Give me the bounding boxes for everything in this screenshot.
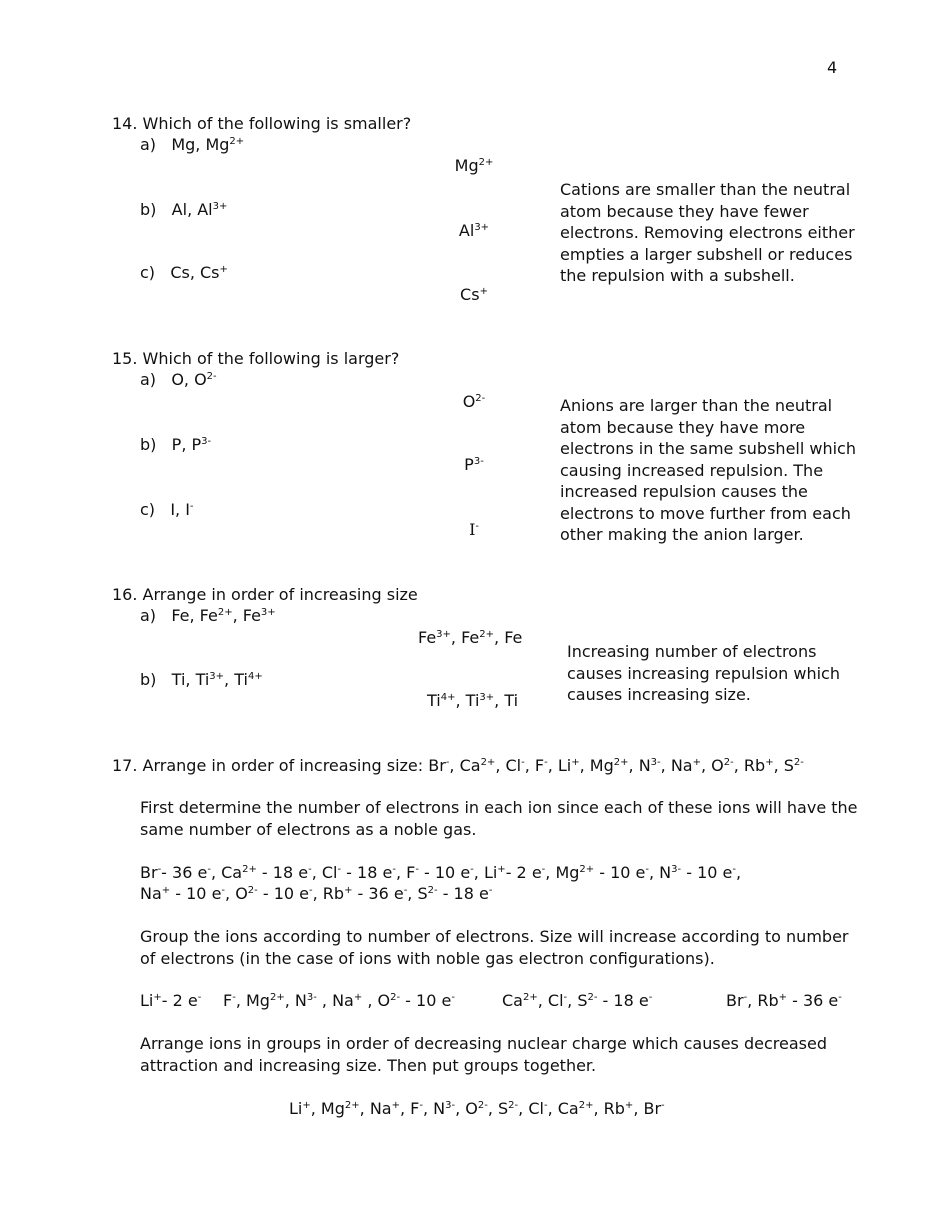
formula-text: , S — [773, 756, 794, 775]
formula-text: , O — [455, 1099, 478, 1118]
q14b-answer — [374, 221, 574, 241]
formula-superscript: - — [541, 864, 546, 875]
formula-superscript: - — [661, 1100, 665, 1111]
q15b-sup: 3- — [201, 436, 212, 447]
formula-superscript: - — [308, 864, 312, 875]
formula-text: , Ca — [210, 863, 243, 882]
q16b-answer — [427, 691, 518, 711]
q14c-answer — [374, 285, 574, 305]
formula-text: , Br — [633, 1099, 662, 1118]
q15c-option — [140, 500, 194, 520]
formula-text: , S — [407, 884, 428, 903]
q14b-option — [140, 200, 227, 220]
q14a-answer — [374, 156, 574, 176]
formula-superscript: + — [497, 864, 506, 875]
q15a-option — [140, 370, 217, 390]
q16b-s2: 4+ — [247, 671, 263, 682]
q16b-s1: 3+ — [209, 671, 225, 682]
formula-superscript: 2+ — [269, 992, 285, 1003]
formula-superscript: + — [302, 1100, 311, 1111]
formula-superscript: - — [337, 864, 342, 875]
q16-prompt: 16. Arrange in order of increasing size — [112, 585, 418, 604]
formula-superscript: - — [309, 885, 313, 896]
formula-text: - 10 e — [681, 863, 733, 882]
formula-superscript: - — [521, 757, 525, 768]
formula-text: - 2 e — [505, 863, 542, 882]
formula-text: , Cl — [311, 863, 338, 882]
q14a-label: a) — [140, 135, 157, 154]
formula-superscript: - — [197, 992, 202, 1003]
q16a-ans-p2: , Fe — [450, 628, 480, 647]
formula-text: Li — [289, 1099, 303, 1118]
q15c-answer — [374, 520, 574, 540]
q15a-answer-sup: 2- — [475, 393, 486, 404]
q17-counts-line2 — [140, 884, 492, 904]
formula-superscript: + — [391, 1100, 400, 1111]
q16-explanation: Increasing number of electrons causes increasing repulsion which causes increasing size. — [567, 642, 840, 704]
formula-superscript: - — [419, 1100, 423, 1111]
q14c-answer-sup: + — [479, 286, 488, 297]
formula-superscript: - — [157, 864, 162, 875]
formula-text: , F — [399, 1099, 420, 1118]
q17-group-10e — [223, 991, 455, 1011]
formula-text: , N — [284, 991, 307, 1010]
formula-superscript: 3- — [650, 757, 661, 768]
formula-superscript: 2- — [247, 885, 258, 896]
formula-text: , Rb — [312, 884, 345, 903]
q15a-text: O, O — [171, 370, 207, 389]
q15b-option — [140, 435, 211, 455]
formula-text: , Ca — [449, 756, 481, 775]
formula-text: - 10 e — [594, 863, 646, 882]
formula-superscript: + — [778, 992, 788, 1003]
q15a-answer-text: O — [462, 392, 476, 411]
formula-superscript: - — [445, 757, 450, 768]
formula-superscript: - — [415, 864, 419, 875]
q17-group-18e — [502, 991, 652, 1011]
q16a-p2: , Fe — [232, 606, 261, 625]
q14a-sup: 2+ — [229, 136, 245, 147]
formula-text: , Mg — [235, 991, 270, 1010]
q16b-ans-p2: , Ti — [455, 691, 480, 710]
q15c-answer-sup: - — [475, 521, 479, 532]
formula-superscript: - — [451, 992, 455, 1003]
formula-text: , F — [395, 863, 416, 882]
formula-text: - 36 e — [161, 863, 208, 882]
formula-superscript: + — [153, 992, 162, 1003]
formula-superscript: - — [838, 992, 842, 1003]
q16a-answer — [418, 628, 522, 648]
formula-text: Li — [140, 991, 154, 1010]
formula-text: - 18 e — [341, 863, 393, 882]
formula-superscript: - — [221, 885, 226, 896]
q14-prompt: 14. Which of the following is smaller? — [112, 114, 412, 133]
formula-text: , Cl — [518, 1099, 544, 1118]
q16b-p1: Ti, Ti — [171, 670, 210, 689]
formula-text: , — [735, 863, 742, 882]
q14a-answer-text: Mg — [454, 156, 479, 175]
formula-superscript: + — [353, 992, 363, 1003]
formula-superscript: 2- — [587, 992, 598, 1003]
formula-superscript: - — [743, 992, 748, 1003]
formula-text: Br — [726, 991, 744, 1010]
formula-superscript: 2- — [508, 1100, 519, 1111]
q15a-answer — [374, 392, 574, 412]
formula-text: - 36 e — [352, 884, 404, 903]
formula-text: , N — [628, 756, 651, 775]
formula-superscript: 2+ — [613, 757, 629, 768]
q15a-sup: 2- — [206, 371, 217, 382]
formula-text: - 18 e — [256, 863, 309, 882]
q16a-ans-s2: 2+ — [479, 629, 495, 640]
q15-explanation: Anions are larger than the neutral atom because they have more electrons in the same subshell which causing increased repulsion. The increased repulsion causes the electrons to move further from each other making the anion larger. — [560, 396, 856, 544]
formula-superscript: 2- — [723, 757, 734, 768]
formula-text: , Rb — [733, 756, 766, 775]
formula-superscript: + — [161, 885, 171, 896]
formula-superscript: 3- — [671, 864, 682, 875]
q16b-ans-s2: 3+ — [479, 692, 495, 703]
q14c-text: Cs, Cs — [170, 263, 220, 282]
q15b-answer — [374, 455, 574, 475]
q17-counts-line1 — [140, 863, 741, 883]
formula-text: , N — [649, 863, 672, 882]
formula-text: , N — [422, 1099, 446, 1118]
formula-superscript: - — [488, 885, 493, 896]
q15b-answer-text: P — [464, 455, 474, 474]
formula-text: Na — [140, 884, 162, 903]
q16a-option — [140, 606, 276, 626]
formula-superscript: + — [344, 885, 353, 896]
q14b-answer-sup: 3+ — [474, 222, 490, 233]
q16b-ans-p1: Ti — [427, 691, 441, 710]
formula-text: , Rb — [593, 1099, 625, 1118]
q14a-option — [140, 135, 244, 155]
formula-text: Br — [428, 756, 446, 775]
formula-superscript: - — [544, 757, 548, 768]
q15c-sup: - — [189, 501, 194, 512]
q17-para1: First determine the number of electrons in each ion since each of these ions will have the same number of electrons as a noble gas. — [140, 798, 858, 839]
formula-text: , Mg — [545, 863, 580, 882]
formula-text: - 2 e — [161, 991, 198, 1010]
q16b-ans-p3: , Ti — [494, 691, 519, 710]
formula-text: , Li — [547, 756, 572, 775]
formula-superscript: 2- — [477, 1100, 488, 1111]
formula-superscript: - — [732, 864, 736, 875]
formula-text: - 18 e — [437, 884, 489, 903]
q14c-label: c) — [140, 263, 156, 282]
q16b-label: b) — [140, 670, 157, 689]
formula-text: - 10 e — [418, 863, 471, 882]
q14b-sup: 3+ — [212, 201, 228, 212]
q16a-s1: 2+ — [217, 607, 233, 618]
formula-superscript: 2- — [427, 885, 438, 896]
page-number: 4 — [827, 58, 838, 77]
formula-text: , S — [567, 991, 588, 1010]
formula-superscript: - — [207, 864, 211, 875]
formula-text: , Ca — [547, 1099, 579, 1118]
q17-ions — [428, 756, 804, 775]
q16a-label: a) — [140, 606, 157, 625]
q15b-answer-sup: 3- — [473, 456, 484, 467]
formula-text: , Na — [359, 1099, 392, 1118]
q17-para2: Group the ions according to number of electrons. Size will increase according to number of electrons (in the case of ions with noble gas electron configurations). — [140, 927, 849, 968]
formula-text: - 10 e — [257, 884, 309, 903]
q17-final-order — [289, 1099, 665, 1119]
formula-text: , Mg — [310, 1099, 345, 1118]
formula-superscript: - — [645, 864, 649, 875]
formula-text: , O — [700, 756, 724, 775]
formula-superscript: 2+ — [578, 1100, 594, 1111]
q14a-answer-sup: 2+ — [478, 157, 494, 168]
formula-superscript: - — [232, 992, 236, 1003]
q14b-text: Al, Al — [171, 200, 213, 219]
formula-text: , Rb — [747, 991, 779, 1010]
formula-superscript: 2- — [390, 992, 401, 1003]
q14b-label: b) — [140, 200, 157, 219]
formula-text: Ca — [502, 991, 523, 1010]
q14-explanation: Cations are smaller than the neutral atom because they have fewer electrons. Removing electrons either empties a larger subshell or reduces the repulsion with a subshell. — [560, 180, 855, 285]
q14c-option — [140, 263, 228, 283]
formula-superscript: 3- — [306, 992, 317, 1003]
q16a-s2: 3+ — [260, 607, 276, 618]
formula-text: , O — [362, 991, 391, 1010]
q17-para3: Arrange ions in groups in order of decreasing nuclear charge which causes decreased attraction and increasing size. Then put groups together. — [140, 1034, 827, 1075]
formula-superscript: 2+ — [344, 1100, 360, 1111]
formula-superscript: 2- — [793, 757, 804, 768]
formula-superscript: + — [624, 1100, 634, 1111]
q15c-text: I, I — [170, 500, 190, 519]
formula-superscript: - — [403, 885, 408, 896]
formula-text: Br — [140, 863, 158, 882]
formula-superscript: 2+ — [480, 757, 496, 768]
q17-group-36e — [726, 991, 842, 1011]
q14c-sup: + — [219, 264, 228, 275]
q14a-text: Mg, Mg — [171, 135, 230, 154]
formula-text: , Na — [660, 756, 693, 775]
q16b-p2: , Ti — [224, 670, 248, 689]
formula-superscript: + — [571, 757, 580, 768]
formula-text: F — [223, 991, 233, 1010]
formula-superscript: - — [563, 992, 568, 1003]
q17-prompt: 17. Arrange in order of increasing size: — [112, 756, 429, 775]
q16a-ans-s1: 3+ — [436, 629, 451, 640]
formula-superscript: + — [765, 757, 774, 768]
formula-superscript: 2+ — [522, 992, 538, 1003]
q15c-answer-text: I — [469, 520, 476, 539]
formula-text: - 36 e — [787, 991, 839, 1010]
q16b-ans-s1: 4+ — [440, 692, 456, 703]
q16a-ans-p3: , Fe — [494, 628, 523, 647]
q15-prompt: 15. Which of the following is larger? — [112, 349, 400, 368]
q15c-label: c) — [140, 500, 156, 519]
q17-prompt-line — [112, 756, 804, 776]
q16b-option — [140, 670, 263, 690]
formula-superscript: - — [648, 992, 653, 1003]
q14b-answer-text: Al — [458, 221, 475, 240]
formula-superscript: - — [543, 1100, 548, 1111]
formula-text: , Cl — [537, 991, 564, 1010]
q17-group-2e — [140, 991, 201, 1011]
q15b-label: b) — [140, 435, 157, 454]
formula-text: , Cl — [495, 756, 522, 775]
q16a-ans-p1: Fe — [418, 628, 437, 647]
formula-text: , F — [524, 756, 545, 775]
formula-text: - 10 e — [400, 991, 452, 1010]
formula-text: - 10 e — [170, 884, 222, 903]
formula-superscript: + — [692, 757, 701, 768]
formula-text: , Na — [316, 991, 354, 1010]
q15b-text: P, P — [171, 435, 202, 454]
q16a-p1: Fe, Fe — [171, 606, 218, 625]
formula-superscript: 2+ — [242, 864, 257, 875]
formula-text: , O — [225, 884, 248, 903]
q15a-label: a) — [140, 370, 157, 389]
formula-text: , Mg — [579, 756, 614, 775]
formula-superscript: 2+ — [579, 864, 595, 875]
formula-text: , Li — [473, 863, 498, 882]
formula-superscript: - — [470, 864, 474, 875]
formula-text: - 18 e — [597, 991, 649, 1010]
formula-text: , S — [487, 1099, 509, 1118]
formula-superscript: - — [392, 864, 396, 875]
formula-superscript: 3- — [445, 1100, 456, 1111]
q14c-answer-text: Cs — [460, 285, 480, 304]
